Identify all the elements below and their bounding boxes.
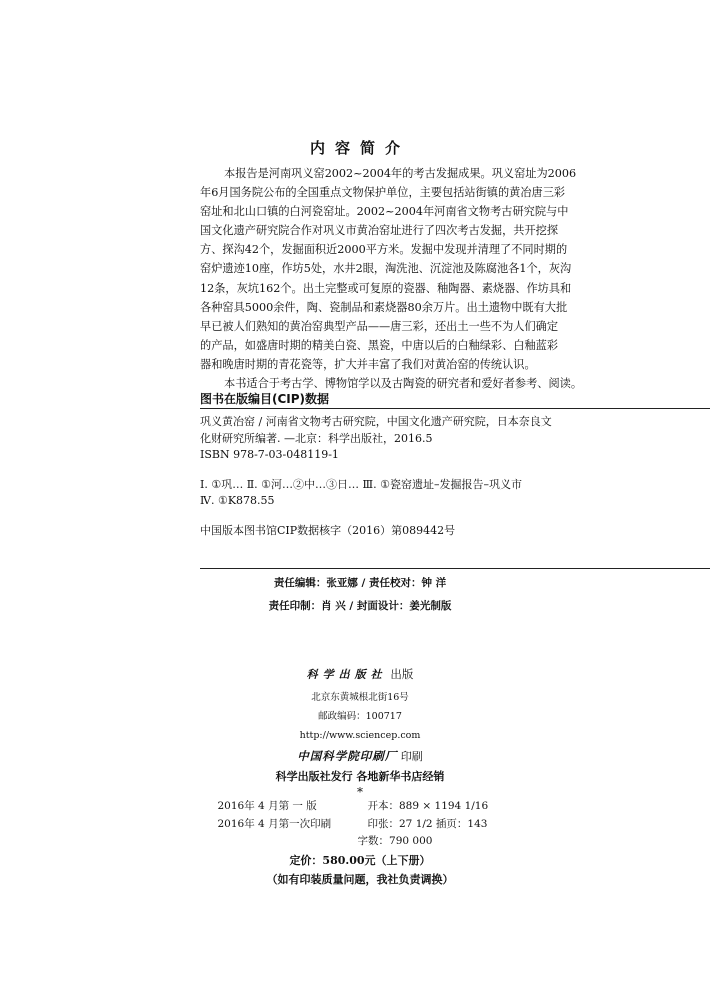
- cip-isbn: ISBN 978-7-03-048119-1: [200, 448, 339, 461]
- publisher-suffix: 出版: [390, 667, 414, 681]
- publisher-website: http://www.sciencep.com: [299, 730, 421, 741]
- cip-record: [200, 414, 720, 539]
- printer-suffix: 印刷: [400, 750, 423, 763]
- cip-class-line: Ⅳ. ①K878.55: [200, 494, 275, 507]
- credit-editors: 责任编辑：张亚娜 / 责任校对：钟 洋: [273, 577, 447, 589]
- summary-line: 方、探沟42个，发掘面积近2000平方米。发掘中发现并清理了不同时期的: [200, 243, 568, 257]
- publisher-name: 科学出版社: [306, 668, 387, 681]
- cip-record-line: 巩义黄冶窑 / 河南省文物考古研究院，中国文化遗产研究院，日本奈良文: [200, 415, 552, 428]
- publisher-line: [0, 661, 720, 688]
- cip-class-line: Ⅰ. ①巩… Ⅱ. ①河…②中…③日… Ⅲ. ①瓷窑遗址–发掘报告–巩义市: [200, 477, 522, 491]
- distribution-line: 科学出版社发行 各地新华书店经销: [275, 770, 445, 783]
- summary-line: 国文化遗产研究院合作对巩义市黄冶窑址进行了四次考古发掘，共开挖探: [200, 224, 559, 238]
- summary-line: 窑址和北山口镇的白河瓷窑址。2002~2004年河南省文物考古研究院与中: [200, 205, 569, 219]
- price: 定价：580.00元（上下册）: [289, 853, 431, 867]
- cip-bottom-rule: [200, 568, 710, 569]
- publisher-address: 北京东黄城根北街16号: [311, 692, 409, 703]
- summary-line: 的产品，如盛唐时期的精美白瓷、黑瓷，中唐以后的白釉绿彩、白釉蓝彩: [200, 338, 559, 352]
- printing-line: [0, 816, 720, 834]
- separator-star: *: [357, 785, 363, 799]
- summary-line: 各种窑具5000余件，陶、瓷制品和素烧器80余万片。出土遗物中既有大批: [200, 300, 568, 314]
- summary-line: 早已被人们熟知的黄冶窑典型产品——唐三彩，还出土一些不为人们确定: [200, 319, 559, 333]
- summary-line: 12条，灰坑162个。出土完整或可复原的瓷器、釉陶器、素烧器、作坊具和: [200, 281, 572, 295]
- printer-name: 中国科学院印刷厂: [297, 749, 398, 763]
- summary-line: 器和晚唐时期的青花瓷等，扩大并丰富了我们对黄冶窑的传统认识。: [200, 357, 536, 371]
- publisher-postcode: 邮政编码：100717: [318, 711, 402, 722]
- summary-line: 本报告是河南巩义窑2002~2004年的考古发掘成果。巩义窑址为2006: [224, 167, 577, 180]
- edition-info: 2016年 4 月第 一 版: [217, 800, 317, 812]
- cip-verification: 中国版本图书馆CIP数据核字（2016）第089442号: [200, 523, 456, 537]
- audience-line: 本书适合于考古学、博物馆学以及古陶瓷的研究者和爱好者参考、阅读。: [224, 377, 583, 391]
- summary-line: 年6月国务院公布的全国重点文物保护单位，主要包括站街镇的黄冶唐三彩: [200, 186, 566, 200]
- printer-line: [0, 745, 720, 768]
- credits: [0, 572, 720, 618]
- sheets-info: 印张：27 1/2 插页：143: [367, 817, 488, 830]
- cip-top-rule: [200, 408, 710, 409]
- word-count: 字数：790 000: [357, 835, 433, 847]
- colophon: [0, 661, 720, 889]
- page-title: 内容简介: [309, 139, 410, 157]
- cip-header: 图书在版编目(CIP)数据: [200, 392, 330, 406]
- credit-production: 责任印制：肖 兴 / 封面设计：姜光制版: [268, 600, 452, 612]
- content-summary: [200, 164, 720, 393]
- cip-record-line: 化财研究所编著. —北京：科学出版社，2016.5: [200, 431, 433, 445]
- edition-line: [0, 798, 720, 816]
- printing-info: 2016年 4 月第一次印刷: [217, 817, 332, 830]
- format-info: 开本：889 × 1194 1/16: [367, 800, 489, 812]
- summary-line: 窑炉遗迹10座，作坊5处，水井2眼，淘洗池、沉淀池及陈腐池各1个，灰沟: [200, 262, 572, 276]
- quality-notice: （如有印装质量问题，我社负责调换）: [266, 872, 454, 886]
